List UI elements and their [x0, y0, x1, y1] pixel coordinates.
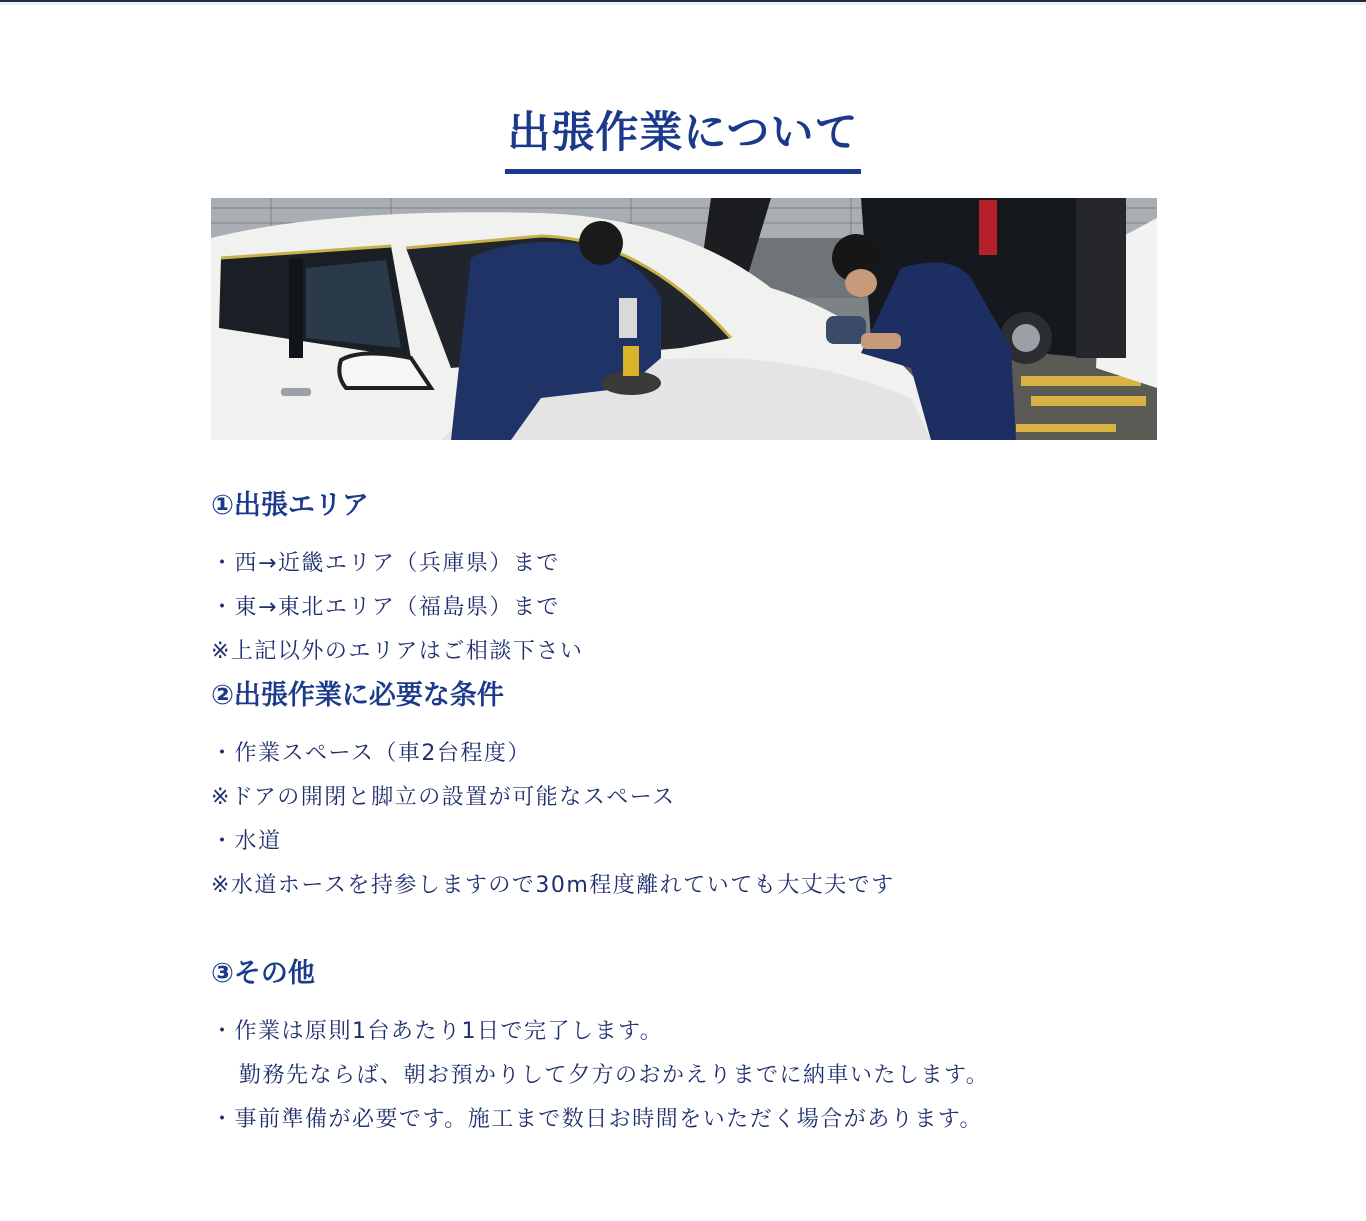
- section-spacer: [211, 908, 1157, 952]
- content: [211, 484, 1157, 1142]
- spacer: [211, 996, 1157, 1010]
- requirement-water-note: ※水道ホースを持参しますので30m程度離れていても大丈夫です: [211, 873, 895, 898]
- other-preparation: ・事前準備が必要です。施工まで数日お時間をいただく場合があります。: [211, 1107, 983, 1132]
- section-heading-other: ③その他: [211, 958, 315, 989]
- other-duration: ・作業は原則1台あたり1日で完了します。: [211, 1019, 664, 1044]
- section-heading-requirements: ②出張作業に必要な条件: [211, 680, 504, 711]
- page-title: 出張作業について: [505, 107, 860, 174]
- hero-photo-illustration: [211, 198, 1157, 440]
- area-note: ※上記以外のエリアはご相談下さい: [211, 639, 584, 664]
- other-duration-detail: 勤務先ならば、朝お預かりして夕方のおかえりまでに納車いたします。: [239, 1063, 990, 1088]
- requirement-space-note: ※ドアの開閉と脚立の設置が可能なスペース: [211, 785, 676, 810]
- page-header: [0, 78, 1366, 203]
- spacer: [211, 718, 1157, 732]
- hero-photo: [211, 198, 1157, 440]
- requirement-water: ・水道: [211, 829, 282, 854]
- requirement-space: ・作業スペース（車2台程度）: [211, 741, 531, 766]
- area-east: ・東→東北エリア（福島県）まで: [211, 595, 560, 620]
- area-west: ・西→近畿エリア（兵庫県）まで: [211, 551, 560, 576]
- top-border-shadow: [0, 2, 1366, 5]
- section-other: [211, 952, 1157, 1142]
- spacer: [211, 528, 1157, 542]
- section-heading-area: ①出張エリア: [211, 490, 369, 521]
- section-requirements: [211, 674, 1157, 908]
- section-area: [211, 484, 1157, 674]
